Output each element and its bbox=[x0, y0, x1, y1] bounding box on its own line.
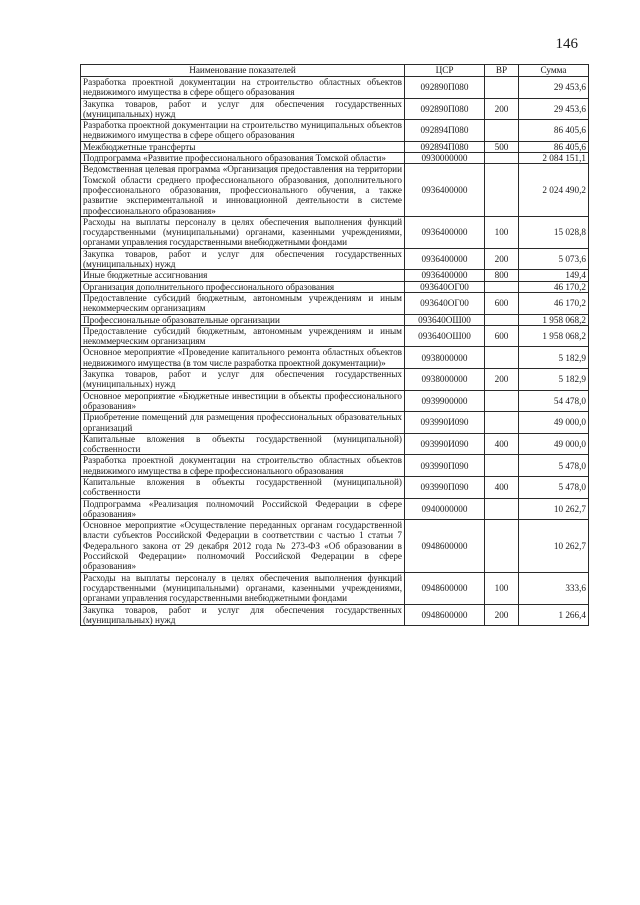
cell-vr: 400 bbox=[485, 433, 519, 455]
cell-name: Организация дополнительного профессионального образования bbox=[81, 281, 405, 292]
cell-vr: 800 bbox=[485, 270, 519, 281]
table-row bbox=[81, 455, 589, 477]
cell-sum: 5 182,9 bbox=[519, 369, 589, 391]
table-row bbox=[81, 98, 589, 120]
cell-name: Расходы на выплаты персоналу в целях обеспечения выполнения функций государственными (муниципальными) органами, казенными учреждениями, органами управления государственными внебюджетными фондами bbox=[81, 572, 405, 604]
cell-name: Профессиональные образовательные организации bbox=[81, 314, 405, 325]
cell-csr: 0948600000 bbox=[405, 604, 485, 626]
cell-sum: 1 958 068,2 bbox=[519, 314, 589, 325]
table-row bbox=[81, 292, 589, 314]
cell-csr: 0936400000 bbox=[405, 216, 485, 248]
cell-vr: 200 bbox=[485, 604, 519, 626]
table-row bbox=[81, 520, 589, 572]
cell-vr: 100 bbox=[485, 572, 519, 604]
table-row bbox=[81, 412, 589, 434]
table-row bbox=[81, 270, 589, 281]
cell-csr: 093990И090 bbox=[405, 412, 485, 434]
cell-csr: 092894П080 bbox=[405, 120, 485, 142]
cell-vr: 600 bbox=[485, 325, 519, 347]
cell-vr bbox=[485, 77, 519, 99]
page-number: 146 bbox=[555, 36, 578, 52]
cell-sum: 46 170,2 bbox=[519, 292, 589, 314]
cell-vr bbox=[485, 455, 519, 477]
cell-name: Основное мероприятие «Осуществление переданных органам государственной власти субъектов Российской Федерации в соответствии с частью 1 статьи 7 Федерального закона от 29 декабря 2012 года № 273-ФЗ «Об образовании в Российской Федерации» полномочий Российской Федерации в сфере образования» bbox=[81, 520, 405, 572]
cell-name: Межбюджетные трансферты bbox=[81, 141, 405, 152]
cell-csr: 092890П080 bbox=[405, 98, 485, 120]
cell-vr bbox=[485, 412, 519, 434]
cell-vr bbox=[485, 281, 519, 292]
table-row bbox=[81, 248, 589, 270]
cell-sum: 49 000,0 bbox=[519, 433, 589, 455]
header-vr: ВР bbox=[485, 65, 519, 77]
cell-sum: 86 405,6 bbox=[519, 120, 589, 142]
cell-name: Разработка проектной документации на строительство областных объектов недвижимого имущества в сфере профессионального образования bbox=[81, 455, 405, 477]
cell-sum: 10 262,7 bbox=[519, 520, 589, 572]
cell-sum: 1 266,4 bbox=[519, 604, 589, 626]
cell-name: Закупка товаров, работ и услуг для обеспечения государственных (муниципальных) нужд bbox=[81, 604, 405, 626]
table-row bbox=[81, 141, 589, 152]
cell-sum: 29 453,6 bbox=[519, 98, 589, 120]
table-row bbox=[81, 281, 589, 292]
table-row bbox=[81, 153, 589, 164]
cell-vr: 200 bbox=[485, 248, 519, 270]
cell-sum: 15 028,8 bbox=[519, 216, 589, 248]
cell-vr bbox=[485, 153, 519, 164]
cell-csr: 0939900000 bbox=[405, 390, 485, 412]
cell-vr bbox=[485, 164, 519, 216]
cell-csr: 093990П090 bbox=[405, 476, 485, 498]
cell-vr bbox=[485, 498, 519, 520]
table-row bbox=[81, 433, 589, 455]
cell-name: Разработка проектной документации на строительство муниципальных объектов недвижимого имущества в сфере общего образования bbox=[81, 120, 405, 142]
cell-csr: 093640ОГ00 bbox=[405, 281, 485, 292]
cell-sum: 5 478,0 bbox=[519, 476, 589, 498]
cell-csr: 093990П090 bbox=[405, 455, 485, 477]
cell-csr: 093640ОГ00 bbox=[405, 292, 485, 314]
cell-sum: 1 958 068,2 bbox=[519, 325, 589, 347]
cell-vr: 600 bbox=[485, 292, 519, 314]
cell-csr: 0936400000 bbox=[405, 270, 485, 281]
cell-vr: 200 bbox=[485, 369, 519, 391]
table-body bbox=[81, 77, 589, 626]
cell-vr: 100 bbox=[485, 216, 519, 248]
cell-name: Предоставление субсидий бюджетным, автономным учреждениям и иным некоммерческим организациям bbox=[81, 325, 405, 347]
cell-vr: 400 bbox=[485, 476, 519, 498]
cell-sum: 2 024 490,2 bbox=[519, 164, 589, 216]
cell-sum: 49 000,0 bbox=[519, 412, 589, 434]
cell-name: Закупка товаров, работ и услуг для обеспечения государственных (муниципальных) нужд bbox=[81, 98, 405, 120]
table-row bbox=[81, 325, 589, 347]
cell-sum: 46 170,2 bbox=[519, 281, 589, 292]
cell-sum: 2 084 151,1 bbox=[519, 153, 589, 164]
cell-csr: 0930000000 bbox=[405, 153, 485, 164]
cell-vr bbox=[485, 520, 519, 572]
cell-sum: 86 405,6 bbox=[519, 141, 589, 152]
cell-sum: 149,4 bbox=[519, 270, 589, 281]
cell-name: Расходы на выплаты персоналу в целях обеспечения выполнения функций государственными (муниципальными) органами, казенными учреждениями, органами управления государственными внебюджетными фондами bbox=[81, 216, 405, 248]
cell-sum: 10 262,7 bbox=[519, 498, 589, 520]
table-row bbox=[81, 216, 589, 248]
cell-name: Капитальные вложения в объекты государственной (муниципальной) собственности bbox=[81, 476, 405, 498]
cell-csr: 0948600000 bbox=[405, 572, 485, 604]
cell-csr: 092890П080 bbox=[405, 77, 485, 99]
table-row bbox=[81, 604, 589, 626]
cell-name: Основное мероприятие «Проведение капитального ремонта областных объектов недвижимого имущества (в том числе разработка проектной документации)» bbox=[81, 347, 405, 369]
table-row bbox=[81, 369, 589, 391]
cell-csr: 0938000000 bbox=[405, 347, 485, 369]
cell-vr bbox=[485, 347, 519, 369]
table-row bbox=[81, 498, 589, 520]
header-sum: Сумма bbox=[519, 65, 589, 77]
cell-csr: 0936400000 bbox=[405, 248, 485, 270]
budget-table bbox=[80, 64, 589, 626]
cell-sum: 54 478,0 bbox=[519, 390, 589, 412]
table-row bbox=[81, 164, 589, 216]
cell-csr: 093990И090 bbox=[405, 433, 485, 455]
cell-name: Подпрограмма «Реализация полномочий Российской Федерации в сфере образования» bbox=[81, 498, 405, 520]
cell-sum: 5 478,0 bbox=[519, 455, 589, 477]
cell-csr: 093640ОШ00 bbox=[405, 325, 485, 347]
cell-name: Капитальные вложения в объекты государственной (муниципальной) собственности bbox=[81, 433, 405, 455]
cell-csr: 0936400000 bbox=[405, 164, 485, 216]
cell-csr: 092894П080 bbox=[405, 141, 485, 152]
cell-vr: 500 bbox=[485, 141, 519, 152]
header-csr: ЦСР bbox=[405, 65, 485, 77]
cell-vr bbox=[485, 314, 519, 325]
cell-name: Приобретение помещений для размещения профессиональных образовательных организаций bbox=[81, 412, 405, 434]
cell-name: Ведомственная целевая программа «Организация предоставления на территории Томской области среднего профессионального образования, дополнительного профессионального образования, профессионального обучения, а также развитие экспериментальной и инновационной деятельности в системе профессионального образования» bbox=[81, 164, 405, 216]
table-row bbox=[81, 347, 589, 369]
cell-name: Предоставление субсидий бюджетным, автономным учреждениям и иным некоммерческим организациям bbox=[81, 292, 405, 314]
cell-csr: 0938000000 bbox=[405, 369, 485, 391]
cell-csr: 093640ОШ00 bbox=[405, 314, 485, 325]
cell-sum: 29 453,6 bbox=[519, 77, 589, 99]
cell-name: Основное мероприятие «Бюджетные инвестиции в объекты профессионального образования» bbox=[81, 390, 405, 412]
cell-sum: 5 073,6 bbox=[519, 248, 589, 270]
table-row bbox=[81, 120, 589, 142]
table-row bbox=[81, 77, 589, 99]
cell-name: Разработка проектной документации на строительство областных объектов недвижимого имущества в сфере общего образования bbox=[81, 77, 405, 99]
cell-name: Закупка товаров, работ и услуг для обеспечения государственных (муниципальных) нужд bbox=[81, 369, 405, 391]
cell-name: Подпрограмма «Развитие профессионального образования Томской области» bbox=[81, 153, 405, 164]
cell-csr: 0940000000 bbox=[405, 498, 485, 520]
table-header-row bbox=[81, 65, 589, 77]
cell-name: Иные бюджетные ассигнования bbox=[81, 270, 405, 281]
cell-vr: 200 bbox=[485, 98, 519, 120]
cell-name: Закупка товаров, работ и услуг для обеспечения государственных (муниципальных) нужд bbox=[81, 248, 405, 270]
cell-vr bbox=[485, 120, 519, 142]
table-row bbox=[81, 314, 589, 325]
cell-sum: 333,6 bbox=[519, 572, 589, 604]
cell-vr bbox=[485, 390, 519, 412]
table-row bbox=[81, 572, 589, 604]
table-row bbox=[81, 476, 589, 498]
cell-sum: 5 182,9 bbox=[519, 347, 589, 369]
cell-csr: 0948600000 bbox=[405, 520, 485, 572]
table-row bbox=[81, 390, 589, 412]
header-name: Наименование показателей bbox=[81, 65, 405, 77]
